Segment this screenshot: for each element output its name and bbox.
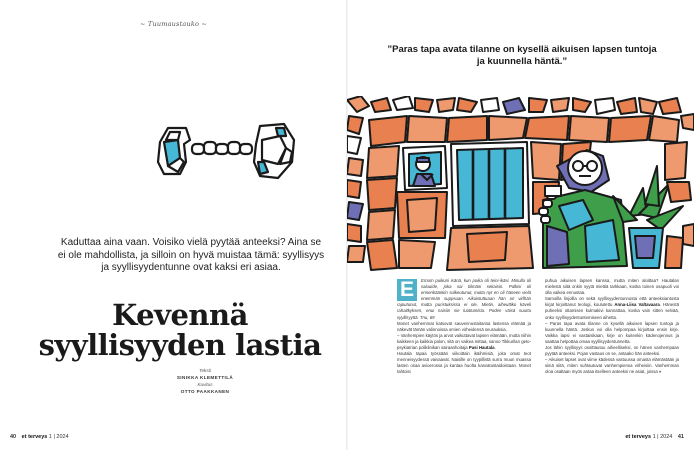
credit-text-name: SINIKKA KLEMETTILÄ [176,375,234,380]
continue-arrow-icon: » [658,369,662,375]
folio-right [625,434,684,440]
expert-name: Pasi Hautala [468,345,495,351]
lede-paragraph: Kaduttaa aina vaan. Voisiko vielä pyytää anteeksi? Aina se ei ole mahdollista, ja silloin on hyvä muistaa tämä: syyllisyys ja syyllisyydentunne ovat kaksi eri asiaa. [57,237,325,274]
body-paragraph: Monet vanhemmat katsovat sauvennustaitansa lastensa elämää ja näkevät tämän valinnoissa omien virheidensä seurauksia. [397,320,531,332]
expert-name: Anna-Liisa Valtavaara [614,302,660,308]
handcuffs-illustration [150,118,300,186]
body-text: Samoilla linjoilla on sekä syyllisyydentunnosta että anteeksiantosta kirjat kirjoittanut teologi, koulutettu [545,296,679,308]
credit-text-label: Teksti [199,368,211,373]
body-paragraph [397,333,531,351]
body-paragraph [545,357,679,375]
headline-line-2: syyllisyyden lastia [38,328,322,362]
article-headline [30,300,330,360]
body-text: – Aikuiset lapset ovat viime kädessä vastuussa omasta elämästään ja siinä siitä, miten suhtautuvat vanhempiensa virheisiin. Vanhemman oloa osaltaan myös antaa itselleen anteeksi ne asiat, joissa [545,357,679,375]
article-body [397,278,682,428]
magazine-name: et terveys [625,434,652,440]
right-page [347,0,694,450]
credit-illustration-label: Kuvitus [197,382,213,387]
drop-cap: E [397,279,417,301]
body-paragraph: puhua aikuisen lapsen kanssa, mutta miten aloittaa? Hautalan mielestä siitä onkin syytä miettiä tarkkaan, koska toinen osapuoli voi olla vaikea ennustaa. [545,278,679,296]
body-paragraph: Jos lähin syyllisyys osoittautuu aiheelliseksi, on hänen vanhempaan pyytää anteeksi. Pojan vastaus on se, antaako hän anteeksi. [545,345,679,357]
body-column-1 [397,278,531,376]
stained-glass-illustration [347,96,694,274]
body-text: – Vanhempien käytös ja arvot vaikuttavat lapsen elämään, mutta niihin kaikkeen ja kaikkia palon, sitä on vaikea mittaa, sanoo Tikkurilan geto-psykiatrian poliklinikan sairaanhoitaja [397,332,531,351]
page-number: 40 [10,434,17,440]
reader-letter: ErnoIn puikuni isänä, kun poika oli teini-ikäsi. Minulla oli saluuide, joka sai tiilmäni sekaisin. Palkisi oli ennenkäänkin sulkeutunut, mutta nyt en oli häneen vielä enemmän suppsuan. Aikuistuttuaan hän on vidhän rajoutunut, mutta puristuksissa ei ole. Mietin, aiheuttiko käveli rahaitkyksen, enui naisiin sie luottumista. Poden väisä suurta syyllisyyttä. Tnu, 69 [397,278,531,320]
body-paragraph [545,296,679,320]
article-credits [150,367,260,395]
pull-quote: ”Paras tapa avata tilanne on kysellä aikuisen lapsen tuntoja ja kuunnella häntä.” [387,44,657,67]
body-paragraph: Hautala tapaa työssään viikoittain ikäihmisiä, joita omat teot menneisyydessä vaivaavat. Naisille on tyypillistä surra muun muassa lasten osaa avioerossa ja kantaa huolta kasvatustaidoistaan. Monet tahtoisi [397,351,531,375]
page-number: 41 [677,434,684,440]
body-text: . [494,345,496,351]
body-column-2 [545,278,679,376]
headline-line-1: Kevennä [112,298,248,332]
credit-illustration-name: OTTO PAAKKANEN [180,389,230,394]
issue-number: 1 | 2024 [652,434,673,440]
issue-number: 1 | 2024 [48,434,69,440]
body-paragraph: – Paras tapa avata tilanne on kysellä aikuisen lapsen tuntoja ja kuunnella häntä. Joskus voi olla helpompaa kirjoittaa ensin kirje. Vaikka lapsi ei vastaisikaan, kirje on kuitenkin kädenojennus ja saattaa helpottaa omaa syyllisyydentunnetta. [545,320,679,344]
section-kicker: ~ Tuumaustauko ~ [140,20,208,28]
folio-left [10,434,69,440]
body-text: . Hänestä puheeksi ottamisen kulmakivi kannattaa, koska vain sitten selvää, onko syyllisyydentuntemiseen aihetta. [545,302,679,320]
magazine-name: et terveys [21,434,48,440]
